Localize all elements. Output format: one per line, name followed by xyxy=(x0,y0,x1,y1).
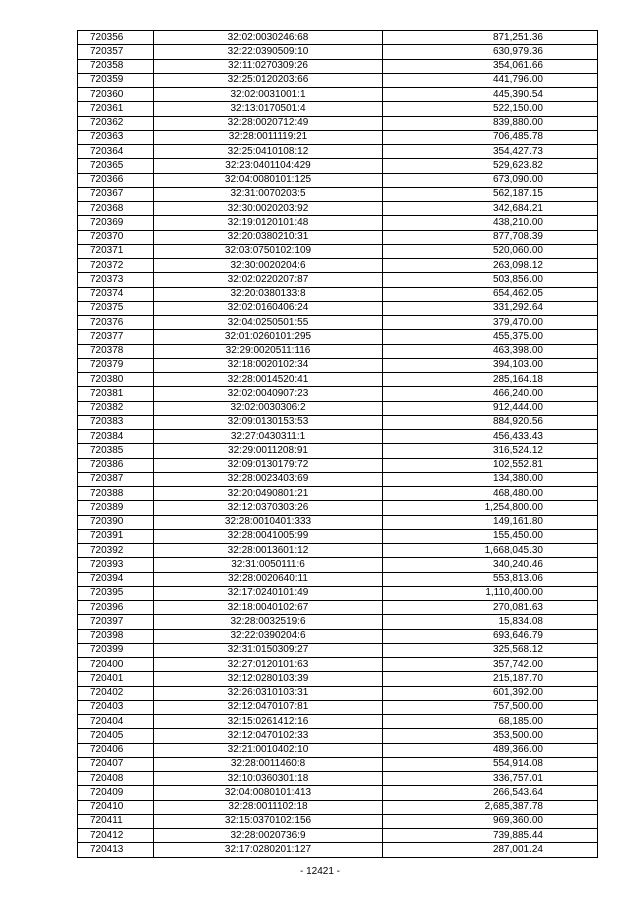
amount-cell: 969,360.00 xyxy=(383,814,598,828)
amount-cell: 706,485.78 xyxy=(383,130,598,144)
amount-cell: 489,366.00 xyxy=(383,743,598,757)
record-id-cell: 720366 xyxy=(78,173,154,187)
record-id-cell: 720403 xyxy=(78,700,154,714)
amount-cell: 445,390.54 xyxy=(383,88,598,102)
record-id-cell: 720384 xyxy=(78,430,154,444)
amount-cell: 340,240.46 xyxy=(383,558,598,572)
amount-cell: 877,708.39 xyxy=(383,230,598,244)
record-id-cell: 720390 xyxy=(78,515,154,529)
cadastral-number-cell: 32:31:0050111:6 xyxy=(154,558,383,572)
record-id-cell: 720396 xyxy=(78,601,154,615)
table-row xyxy=(78,629,598,643)
amount-cell: 325,568.12 xyxy=(383,643,598,657)
amount-cell: 673,090.00 xyxy=(383,173,598,187)
amount-cell: 871,251.36 xyxy=(383,31,598,45)
cadastral-number-cell: 32:28:0020712:49 xyxy=(154,116,383,130)
amount-cell: 562,187.15 xyxy=(383,187,598,201)
amount-cell: 215,187.70 xyxy=(383,672,598,686)
record-id-cell: 720408 xyxy=(78,772,154,786)
record-id-cell: 720400 xyxy=(78,658,154,672)
cadastral-number-cell: 32:01:0260101:295 xyxy=(154,330,383,344)
cadastral-number-cell: 32:02:0040907:23 xyxy=(154,387,383,401)
cadastral-number-cell: 32:20:0380210:31 xyxy=(154,230,383,244)
record-id-cell: 720410 xyxy=(78,800,154,814)
table-row xyxy=(78,800,598,814)
record-id-cell: 720392 xyxy=(78,544,154,558)
record-id-cell: 720372 xyxy=(78,259,154,273)
cadastral-number-cell: 32:29:0011208:91 xyxy=(154,444,383,458)
table-row xyxy=(78,59,598,73)
table-row xyxy=(78,244,598,258)
cadastral-number-cell: 32:09:0130179:72 xyxy=(154,458,383,472)
cadastral-number-cell: 32:28:0023403:69 xyxy=(154,472,383,486)
record-id-cell: 720383 xyxy=(78,415,154,429)
table-row xyxy=(78,529,598,543)
cadastral-number-cell: 32:15:0370102:156 xyxy=(154,814,383,828)
table-row xyxy=(78,743,598,757)
amount-cell: 601,392.00 xyxy=(383,686,598,700)
cadastral-number-cell: 32:04:0080101:125 xyxy=(154,173,383,187)
cadastral-number-cell: 32:09:0130153:53 xyxy=(154,415,383,429)
cadastral-number-cell: 32:30:0020203:92 xyxy=(154,202,383,216)
cadastral-number-cell: 32:11:0270309:26 xyxy=(154,59,383,73)
amount-cell: 357,742.00 xyxy=(383,658,598,672)
cadastral-number-cell: 32:02:0160406:24 xyxy=(154,301,383,315)
record-id-cell: 720402 xyxy=(78,686,154,700)
cadastral-number-cell: 32:03:0750102:109 xyxy=(154,244,383,258)
cadastral-number-cell: 32:28:0032519:6 xyxy=(154,615,383,629)
table-row xyxy=(78,88,598,102)
amount-cell: 263,098.12 xyxy=(383,259,598,273)
record-id-cell: 720406 xyxy=(78,743,154,757)
table-row xyxy=(78,515,598,529)
page-number: - 12421 - xyxy=(299,866,341,877)
table-row xyxy=(78,572,598,586)
amount-cell: 394,103.00 xyxy=(383,358,598,372)
table-row xyxy=(78,643,598,657)
table-row xyxy=(78,259,598,273)
cadastral-number-cell: 32:02:0030246:68 xyxy=(154,31,383,45)
amount-cell: 354,061.66 xyxy=(383,59,598,73)
amount-cell: 354,427.73 xyxy=(383,145,598,159)
table-row xyxy=(78,786,598,800)
amount-cell: 630,979.36 xyxy=(383,45,598,59)
amount-cell: 912,444.00 xyxy=(383,401,598,415)
record-id-cell: 720363 xyxy=(78,130,154,144)
table-row xyxy=(78,715,598,729)
table-row xyxy=(78,330,598,344)
table-row xyxy=(78,31,598,45)
cadastral-number-cell: 32:27:0120101:63 xyxy=(154,658,383,672)
cadastral-number-cell: 32:02:0031001:1 xyxy=(154,88,383,102)
record-id-cell: 720374 xyxy=(78,287,154,301)
record-id-cell: 720388 xyxy=(78,487,154,501)
cadastral-number-cell: 32:28:0041005:99 xyxy=(154,529,383,543)
table-row xyxy=(78,373,598,387)
record-id-cell: 720359 xyxy=(78,73,154,87)
record-id-cell: 720369 xyxy=(78,216,154,230)
record-id-cell: 720409 xyxy=(78,786,154,800)
table-row xyxy=(78,444,598,458)
records-table xyxy=(77,30,598,858)
cadastral-number-cell: 32:15:0261412:16 xyxy=(154,715,383,729)
cadastral-number-cell: 32:28:0014520:41 xyxy=(154,373,383,387)
table-row xyxy=(78,202,598,216)
table-row xyxy=(78,45,598,59)
table-row xyxy=(78,216,598,230)
amount-cell: 693,646.79 xyxy=(383,629,598,643)
amount-cell: 757,500.00 xyxy=(383,700,598,714)
cadastral-number-cell: 32:20:0380133:8 xyxy=(154,287,383,301)
amount-cell: 554,914.08 xyxy=(383,757,598,771)
table-row xyxy=(78,273,598,287)
table-row xyxy=(78,601,598,615)
amount-cell: 468,480.00 xyxy=(383,487,598,501)
amount-cell: 285,164.18 xyxy=(383,373,598,387)
record-id-cell: 720386 xyxy=(78,458,154,472)
cadastral-number-cell: 32:17:0240101:49 xyxy=(154,586,383,600)
table-row xyxy=(78,814,598,828)
amount-cell: 342,684.21 xyxy=(383,202,598,216)
cadastral-number-cell: 32:23:0401104:429 xyxy=(154,159,383,173)
table-row xyxy=(78,116,598,130)
record-id-cell: 720404 xyxy=(78,715,154,729)
record-id-cell: 720385 xyxy=(78,444,154,458)
table-row xyxy=(78,586,598,600)
cadastral-number-cell: 32:18:0020102:34 xyxy=(154,358,383,372)
amount-cell: 270,081.63 xyxy=(383,601,598,615)
cadastral-number-cell: 32:21:0010402:10 xyxy=(154,743,383,757)
amount-cell: 353,500.00 xyxy=(383,729,598,743)
amount-cell: 438,210.00 xyxy=(383,216,598,230)
record-id-cell: 720365 xyxy=(78,159,154,173)
cadastral-number-cell: 32:28:0013601:12 xyxy=(154,544,383,558)
table-row xyxy=(78,230,598,244)
amount-cell: 155,450.00 xyxy=(383,529,598,543)
cadastral-number-cell: 32:20:0490801:21 xyxy=(154,487,383,501)
table-row xyxy=(78,301,598,315)
record-id-cell: 720395 xyxy=(78,586,154,600)
table-row xyxy=(78,501,598,515)
record-id-cell: 720381 xyxy=(78,387,154,401)
cadastral-number-cell: 32:25:0120203:66 xyxy=(154,73,383,87)
cadastral-number-cell: 32:30:0020204:6 xyxy=(154,259,383,273)
cadastral-number-cell: 32:27:0430311:1 xyxy=(154,430,383,444)
amount-cell: 884,920.56 xyxy=(383,415,598,429)
record-id-cell: 720389 xyxy=(78,501,154,515)
cadastral-number-cell: 32:28:0020640:11 xyxy=(154,572,383,586)
records-body xyxy=(78,31,598,858)
record-id-cell: 720413 xyxy=(78,843,154,857)
amount-cell: 839,880.00 xyxy=(383,116,598,130)
table-row xyxy=(78,772,598,786)
amount-cell: 654,462.05 xyxy=(383,287,598,301)
cadastral-number-cell: 32:28:0011102:18 xyxy=(154,800,383,814)
amount-cell: 529,623.82 xyxy=(383,159,598,173)
amount-cell: 520,060.00 xyxy=(383,244,598,258)
cadastral-number-cell: 32:31:0150309:27 xyxy=(154,643,383,657)
record-id-cell: 720379 xyxy=(78,358,154,372)
cadastral-number-cell: 32:04:0080101:413 xyxy=(154,786,383,800)
record-id-cell: 720376 xyxy=(78,316,154,330)
record-id-cell: 720412 xyxy=(78,829,154,843)
record-id-cell: 720362 xyxy=(78,116,154,130)
record-id-cell: 720375 xyxy=(78,301,154,315)
record-id-cell: 720411 xyxy=(78,814,154,828)
cadastral-number-cell: 32:12:0470107:81 xyxy=(154,700,383,714)
table-row xyxy=(78,401,598,415)
amount-cell: 1,254,800.00 xyxy=(383,501,598,515)
table-row xyxy=(78,130,598,144)
table-row xyxy=(78,187,598,201)
cadastral-number-cell: 32:29:0020511:116 xyxy=(154,344,383,358)
table-row xyxy=(78,558,598,572)
amount-cell: 455,375.00 xyxy=(383,330,598,344)
record-id-cell: 720367 xyxy=(78,187,154,201)
table-row xyxy=(78,700,598,714)
amount-cell: 739,885.44 xyxy=(383,829,598,843)
cadastral-number-cell: 32:28:0010401:333 xyxy=(154,515,383,529)
cadastral-number-cell: 32:12:0470102:33 xyxy=(154,729,383,743)
cadastral-number-cell: 32:22:0390204:6 xyxy=(154,629,383,643)
cadastral-number-cell: 32:13:0170501:4 xyxy=(154,102,383,116)
amount-cell: 15,834.08 xyxy=(383,615,598,629)
table-row xyxy=(78,458,598,472)
cadastral-number-cell: 32:19:0120101:48 xyxy=(154,216,383,230)
table-row xyxy=(78,287,598,301)
cadastral-number-cell: 32:28:0020736:9 xyxy=(154,829,383,843)
record-id-cell: 720368 xyxy=(78,202,154,216)
record-id-cell: 720391 xyxy=(78,529,154,543)
cadastral-number-cell: 32:12:0370303:26 xyxy=(154,501,383,515)
record-id-cell: 720373 xyxy=(78,273,154,287)
cadastral-number-cell: 32:02:0030306:2 xyxy=(154,401,383,415)
table-row xyxy=(78,487,598,501)
record-id-cell: 720394 xyxy=(78,572,154,586)
table-row xyxy=(78,145,598,159)
table-row xyxy=(78,615,598,629)
amount-cell: 316,524.12 xyxy=(383,444,598,458)
cadastral-number-cell: 32:04:0250501:55 xyxy=(154,316,383,330)
record-id-cell: 720370 xyxy=(78,230,154,244)
record-id-cell: 720382 xyxy=(78,401,154,415)
cadastral-number-cell: 32:22:0390509:10 xyxy=(154,45,383,59)
amount-cell: 331,292.64 xyxy=(383,301,598,315)
record-id-cell: 720399 xyxy=(78,643,154,657)
table-row xyxy=(78,316,598,330)
amount-cell: 553,813.06 xyxy=(383,572,598,586)
table-row xyxy=(78,686,598,700)
table-row xyxy=(78,159,598,173)
record-id-cell: 720380 xyxy=(78,373,154,387)
table-row xyxy=(78,672,598,686)
cadastral-number-cell: 32:28:0011460:8 xyxy=(154,757,383,771)
table-row xyxy=(78,729,598,743)
amount-cell: 2,685,387.78 xyxy=(383,800,598,814)
amount-cell: 463,398.00 xyxy=(383,344,598,358)
table-row xyxy=(78,843,598,857)
record-id-cell: 720358 xyxy=(78,59,154,73)
record-id-cell: 720401 xyxy=(78,672,154,686)
record-id-cell: 720378 xyxy=(78,344,154,358)
amount-cell: 149,161.80 xyxy=(383,515,598,529)
record-id-cell: 720357 xyxy=(78,45,154,59)
table-row xyxy=(78,387,598,401)
record-id-cell: 720387 xyxy=(78,472,154,486)
table-row xyxy=(78,472,598,486)
record-id-cell: 720364 xyxy=(78,145,154,159)
cadastral-number-cell: 32:02:0220207:87 xyxy=(154,273,383,287)
table-row xyxy=(78,430,598,444)
table-row xyxy=(78,415,598,429)
cadastral-number-cell: 32:28:0011119:21 xyxy=(154,130,383,144)
record-id-cell: 720407 xyxy=(78,757,154,771)
cadastral-number-cell: 32:31:0070203:5 xyxy=(154,187,383,201)
amount-cell: 466,240.00 xyxy=(383,387,598,401)
cadastral-number-cell: 32:17:0280201:127 xyxy=(154,843,383,857)
cadastral-number-cell: 32:18:0040102:67 xyxy=(154,601,383,615)
record-id-cell: 720360 xyxy=(78,88,154,102)
record-id-cell: 720397 xyxy=(78,615,154,629)
amount-cell: 266,543.64 xyxy=(383,786,598,800)
cadastral-number-cell: 32:10:0360301:18 xyxy=(154,772,383,786)
amount-cell: 503,856.00 xyxy=(383,273,598,287)
amount-cell: 102,552.81 xyxy=(383,458,598,472)
table-row xyxy=(78,102,598,116)
record-id-cell: 720405 xyxy=(78,729,154,743)
cadastral-number-cell: 32:26:0310103:31 xyxy=(154,686,383,700)
amount-cell: 441,796.00 xyxy=(383,73,598,87)
amount-cell: 456,433.43 xyxy=(383,430,598,444)
table-row xyxy=(78,358,598,372)
cadastral-number-cell: 32:25:0410108:12 xyxy=(154,145,383,159)
record-id-cell: 720371 xyxy=(78,244,154,258)
record-id-cell: 720393 xyxy=(78,558,154,572)
record-id-cell: 720356 xyxy=(78,31,154,45)
amount-cell: 1,110,400.00 xyxy=(383,586,598,600)
amount-cell: 134,380.00 xyxy=(383,472,598,486)
table-row xyxy=(78,658,598,672)
amount-cell: 287,001.24 xyxy=(383,843,598,857)
table-row xyxy=(78,73,598,87)
amount-cell: 522,150.00 xyxy=(383,102,598,116)
amount-cell: 379,470.00 xyxy=(383,316,598,330)
table-row xyxy=(78,544,598,558)
table-row xyxy=(78,344,598,358)
record-id-cell: 720361 xyxy=(78,102,154,116)
record-id-cell: 720377 xyxy=(78,330,154,344)
amount-cell: 336,757.01 xyxy=(383,772,598,786)
amount-cell: 68,185.00 xyxy=(383,715,598,729)
table-row xyxy=(78,173,598,187)
amount-cell: 1,668,045.30 xyxy=(383,544,598,558)
table-row xyxy=(78,757,598,771)
cadastral-number-cell: 32:12:0280103:39 xyxy=(154,672,383,686)
record-id-cell: 720398 xyxy=(78,629,154,643)
table-row xyxy=(78,829,598,843)
